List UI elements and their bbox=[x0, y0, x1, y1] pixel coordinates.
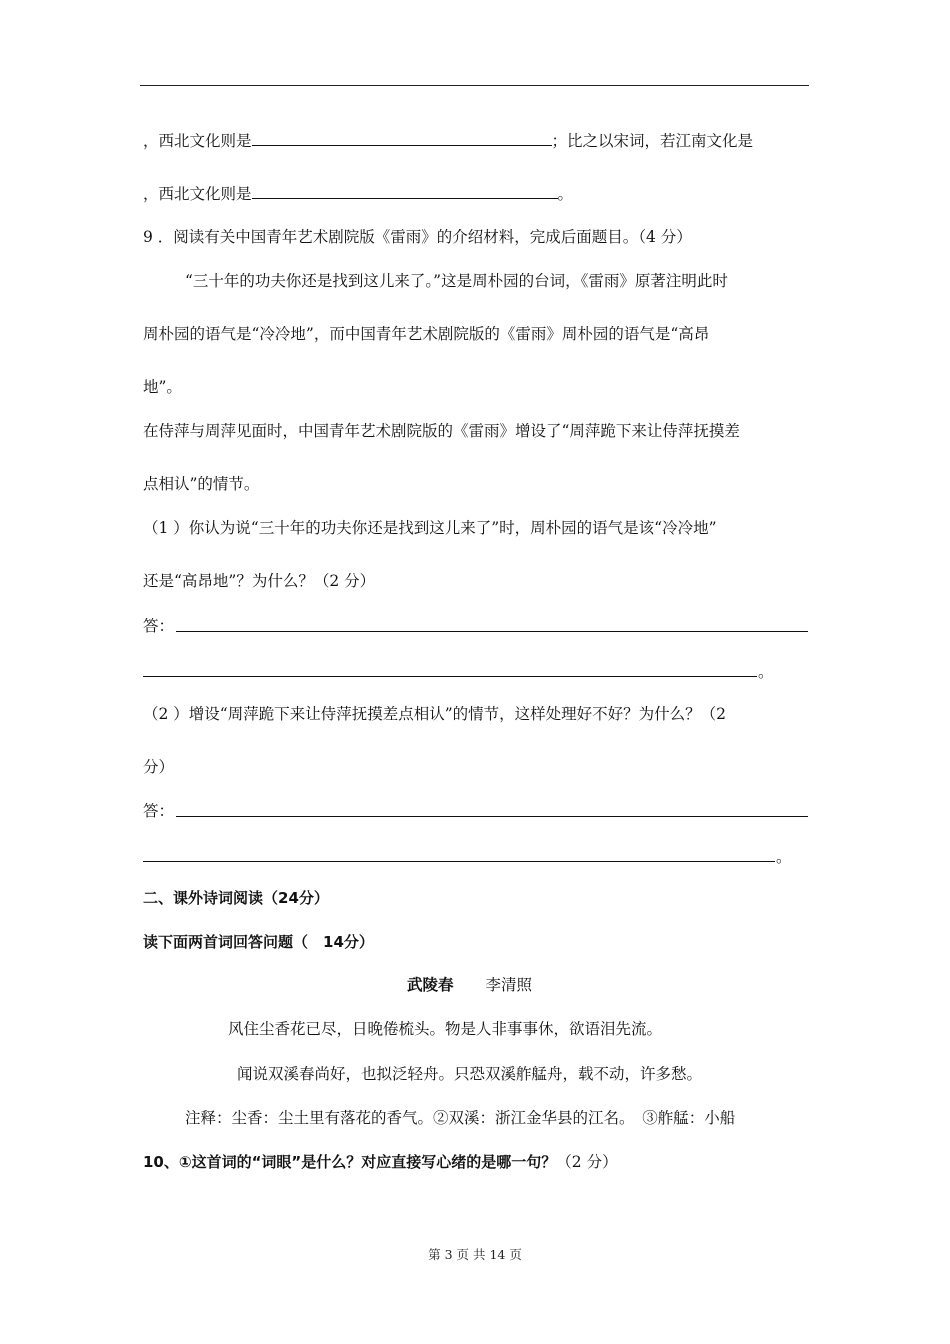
q10-text: 10、①这首词的“词眼”是什么？对应直接写心绪的是哪一句？ bbox=[143, 1153, 557, 1171]
q9-para1-line2: 周朴园的语气是“冷冷地”，而中国青年艺术剧院版的《雷雨》周朴园的语气是“高昂 bbox=[143, 325, 710, 343]
poem-author: 李清照 bbox=[485, 976, 533, 994]
poem-title-row bbox=[407, 975, 532, 995]
line1-lead: ，西北文化则是 bbox=[143, 132, 252, 150]
section2-instruction: 读下面两首词回答问题（ 14分） bbox=[143, 933, 374, 951]
answer-label-1: 答： bbox=[143, 617, 175, 635]
line2-tail: 。 bbox=[557, 185, 574, 203]
answer-blank[interactable] bbox=[252, 131, 552, 146]
page-footer: 第 3 页 共 14 页 bbox=[428, 1247, 522, 1262]
q9-sub1-line1: （1 ）你认为说“三十年的功夫你还是找到这儿来了”时，周朴园的语气是该“冷冷地” bbox=[143, 519, 717, 537]
answer-line[interactable] bbox=[143, 676, 757, 677]
answer-line[interactable] bbox=[143, 861, 775, 862]
answer-period-1: 。 bbox=[758, 663, 774, 681]
q9-para1-line3: 地”。 bbox=[143, 378, 182, 396]
poem-title: 武陵春 bbox=[407, 976, 454, 994]
q10-score: （2 分） bbox=[556, 1153, 618, 1171]
answer-line[interactable] bbox=[176, 631, 808, 632]
poem-line-1: 风住尘香花已尽，日晚倦梳头。物是人非事事休，欲语泪先流。 bbox=[228, 1020, 663, 1038]
poem-line-2: 闻说双溪春尚好，也拟泛轻舟。只恐双溪舴艋舟，载不动，许多愁。 bbox=[237, 1065, 703, 1083]
q9-para2-line1: 在侍萍与周萍见面时，中国青年艺术剧院版的《雷雨》增设了“周萍跪下来让侍萍抚摸差 bbox=[143, 422, 740, 440]
q9-para1-line1: “三十年的功夫你还是找到这儿来了。”这是周朴园的台词，《雷雨》原著注明此时 bbox=[185, 272, 728, 290]
answer-line[interactable] bbox=[176, 816, 808, 817]
answer-label-2: 答： bbox=[143, 802, 175, 820]
q9-sub2-line1: （2 ）增设“周萍跪下来让侍萍抚摸差点相认”的情节，这样处理好不好？为什么？（2 bbox=[143, 705, 727, 723]
q9-para2-line2: 点相认”的情节。 bbox=[143, 475, 260, 493]
line2-lead: ，西北文化则是 bbox=[143, 185, 252, 203]
q9-heading: 9 ．阅读有关中国青年艺术剧院版《雷雨》的介绍材料，完成后面题目。（4 分） bbox=[143, 228, 692, 246]
line1-mid: ；比之以宋词，若江南文化是 bbox=[551, 132, 754, 150]
poem-notes: 注释：尘香：尘土里有落花的香气。②双溪：浙江金华县的江名。 ③舴艋：小船 bbox=[185, 1109, 736, 1127]
fill-line-2 bbox=[143, 184, 573, 204]
fill-line-1 bbox=[143, 131, 753, 151]
header-rule bbox=[140, 85, 809, 86]
q10-heading bbox=[143, 1152, 618, 1172]
answer-blank[interactable] bbox=[252, 184, 558, 199]
section2-heading: 二、课外诗词阅读（24分） bbox=[143, 889, 329, 907]
q9-sub2-line2: 分） bbox=[143, 758, 175, 776]
q9-sub1-line2: 还是“高昂地”？为什么？（2 分） bbox=[143, 572, 376, 590]
answer-period-2: 。 bbox=[776, 848, 792, 866]
